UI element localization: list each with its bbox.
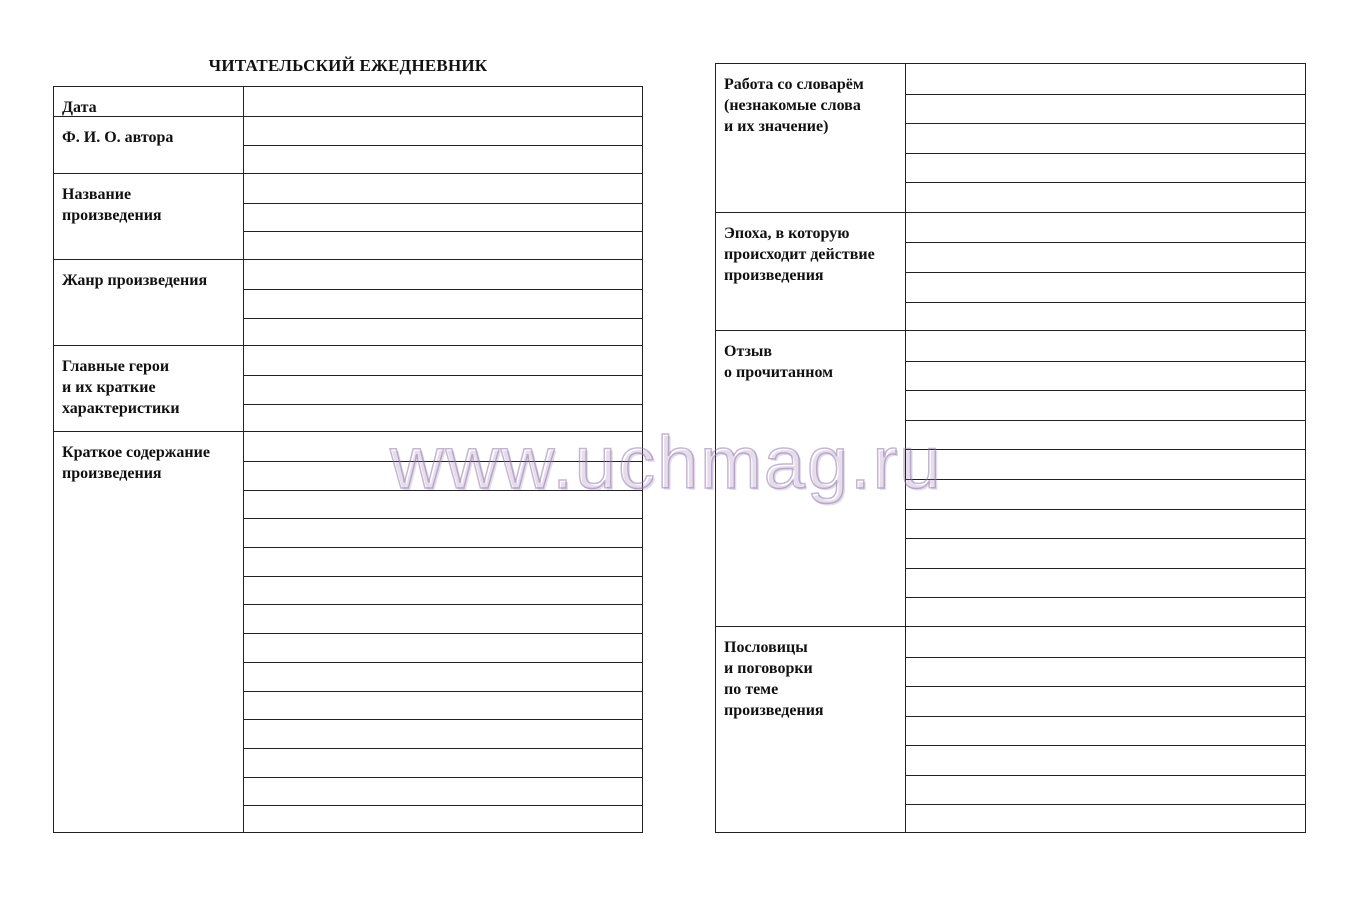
writing-lines-author	[244, 117, 642, 173]
rule-line	[244, 805, 642, 806]
writing-lines-work-title	[244, 174, 642, 259]
section-label-review: Отзыв о прочитанном	[716, 331, 906, 626]
write-line-vocabulary[interactable]	[906, 182, 1305, 212]
write-line-summary[interactable]	[244, 691, 642, 720]
write-line-review[interactable]	[906, 420, 1305, 450]
rule-line	[244, 748, 642, 749]
section-label-vocabulary: Работа со словарём (незнакомые слова и их значение)	[716, 64, 906, 212]
form-section-date	[54, 87, 642, 116]
write-line-characters[interactable]	[244, 346, 642, 375]
rule-line	[906, 716, 1305, 717]
rule-line	[244, 145, 642, 146]
form-section-era	[716, 212, 1305, 330]
rule-line	[906, 804, 1305, 805]
write-line-era[interactable]	[906, 302, 1305, 332]
write-line-summary[interactable]	[244, 432, 642, 461]
section-label-date: Дата	[54, 87, 244, 116]
rule-line	[906, 272, 1305, 273]
rule-line	[244, 633, 642, 634]
write-line-review[interactable]	[906, 509, 1305, 539]
rule-line	[906, 775, 1305, 776]
write-line-review[interactable]	[906, 449, 1305, 479]
form-section-work-title	[54, 173, 642, 259]
write-line-proverbs[interactable]	[906, 627, 1305, 657]
rule-line	[906, 597, 1305, 598]
form-section-review	[716, 330, 1305, 626]
write-line-summary[interactable]	[244, 604, 642, 633]
write-line-vocabulary[interactable]	[906, 64, 1305, 94]
form-section-vocabulary	[716, 64, 1305, 212]
form-section-author	[54, 116, 642, 173]
rule-line	[244, 461, 642, 462]
rule-line	[244, 375, 642, 376]
rule-line	[906, 657, 1305, 658]
writing-lines-characters	[244, 346, 642, 431]
section-label-genre: Жанр произведения	[54, 260, 244, 345]
writing-lines-era	[906, 213, 1305, 330]
write-line-summary[interactable]	[244, 748, 642, 777]
writing-lines-date	[244, 87, 642, 116]
write-line-review[interactable]	[906, 597, 1305, 627]
write-line-genre[interactable]	[244, 289, 642, 318]
write-line-summary[interactable]	[244, 719, 642, 748]
writing-lines-vocabulary	[906, 64, 1305, 212]
write-line-summary[interactable]	[244, 576, 642, 605]
write-line-era[interactable]	[906, 242, 1305, 272]
rule-line	[906, 123, 1305, 124]
rule-line	[906, 745, 1305, 746]
section-label-era: Эпоха, в которую происходит действие произведения	[716, 213, 906, 330]
left-form-table	[53, 86, 643, 833]
write-line-proverbs[interactable]	[906, 775, 1305, 805]
watermark: www.uchmag.ru	[390, 421, 943, 504]
write-line-review[interactable]	[906, 361, 1305, 391]
form-section-characters	[54, 345, 642, 431]
write-line-work-title[interactable]	[244, 174, 642, 203]
rule-line	[244, 289, 642, 290]
write-line-era[interactable]	[906, 272, 1305, 302]
rule-line	[906, 182, 1305, 183]
write-line-proverbs[interactable]	[906, 745, 1305, 775]
section-label-characters: Главные герои и их краткие характеристики	[54, 346, 244, 431]
rule-line	[244, 719, 642, 720]
write-line-review[interactable]	[906, 331, 1305, 361]
write-line-proverbs[interactable]	[906, 804, 1305, 834]
write-line-summary[interactable]	[244, 490, 642, 519]
rule-line	[906, 509, 1305, 510]
write-line-summary[interactable]	[244, 461, 642, 490]
rule-line	[244, 547, 642, 548]
write-line-date[interactable]	[244, 87, 642, 116]
write-line-author[interactable]	[244, 117, 642, 146]
rule-line	[906, 568, 1305, 569]
form-section-proverbs	[716, 626, 1305, 833]
rule-line	[244, 604, 642, 605]
write-line-work-title[interactable]	[244, 203, 642, 232]
rule-line	[244, 691, 642, 692]
writing-lines-genre	[244, 260, 642, 345]
rule-line	[906, 479, 1305, 480]
right-form-table	[715, 63, 1306, 833]
section-label-work-title: Название произведения	[54, 174, 244, 259]
rule-line	[906, 153, 1305, 154]
rule-line	[244, 203, 642, 204]
rule-line	[906, 420, 1305, 421]
section-label-summary: Краткое содержание произведения	[54, 432, 244, 833]
write-line-characters[interactable]	[244, 375, 642, 404]
write-line-summary[interactable]	[244, 805, 642, 834]
writing-lines-summary	[244, 432, 642, 833]
rule-line	[244, 231, 642, 232]
write-line-review[interactable]	[906, 479, 1305, 509]
rule-line	[244, 318, 642, 319]
form-section-genre	[54, 259, 642, 345]
section-label-proverbs: Пословицы и поговорки по теме произведения	[716, 627, 906, 833]
write-line-summary[interactable]	[244, 547, 642, 576]
write-line-genre[interactable]	[244, 260, 642, 289]
write-line-proverbs[interactable]	[906, 716, 1305, 746]
write-line-vocabulary[interactable]	[906, 94, 1305, 124]
rule-line	[244, 518, 642, 519]
write-line-vocabulary[interactable]	[906, 123, 1305, 153]
write-line-summary[interactable]	[244, 633, 642, 662]
writing-lines-proverbs	[906, 627, 1305, 833]
rule-line	[906, 390, 1305, 391]
form-section-summary	[54, 431, 642, 833]
write-line-proverbs[interactable]	[906, 657, 1305, 687]
page-title: ЧИТАТЕЛЬСКИЙ ЕЖЕДНЕВНИК	[208, 56, 488, 75]
rule-line	[244, 490, 642, 491]
write-line-genre[interactable]	[244, 318, 642, 347]
write-line-summary[interactable]	[244, 662, 642, 691]
write-line-summary[interactable]	[244, 777, 642, 806]
rule-line	[244, 662, 642, 663]
write-line-review[interactable]	[906, 390, 1305, 420]
write-line-review[interactable]	[906, 538, 1305, 568]
rule-line	[906, 686, 1305, 687]
write-line-characters[interactable]	[244, 404, 642, 433]
write-line-vocabulary[interactable]	[906, 153, 1305, 183]
write-line-era[interactable]	[906, 213, 1305, 243]
rule-line	[244, 404, 642, 405]
rule-line	[906, 361, 1305, 362]
rule-line	[906, 538, 1305, 539]
write-line-work-title[interactable]	[244, 231, 642, 260]
write-line-author[interactable]	[244, 145, 642, 174]
write-line-summary[interactable]	[244, 518, 642, 547]
section-label-author: Ф. И. О. автора	[54, 117, 244, 173]
rule-line	[244, 576, 642, 577]
write-line-proverbs[interactable]	[906, 686, 1305, 716]
write-line-review[interactable]	[906, 568, 1305, 598]
rule-line	[906, 449, 1305, 450]
rule-line	[906, 242, 1305, 243]
rule-line	[906, 94, 1305, 95]
rule-line	[244, 777, 642, 778]
writing-lines-review	[906, 331, 1305, 626]
rule-line	[906, 302, 1305, 303]
